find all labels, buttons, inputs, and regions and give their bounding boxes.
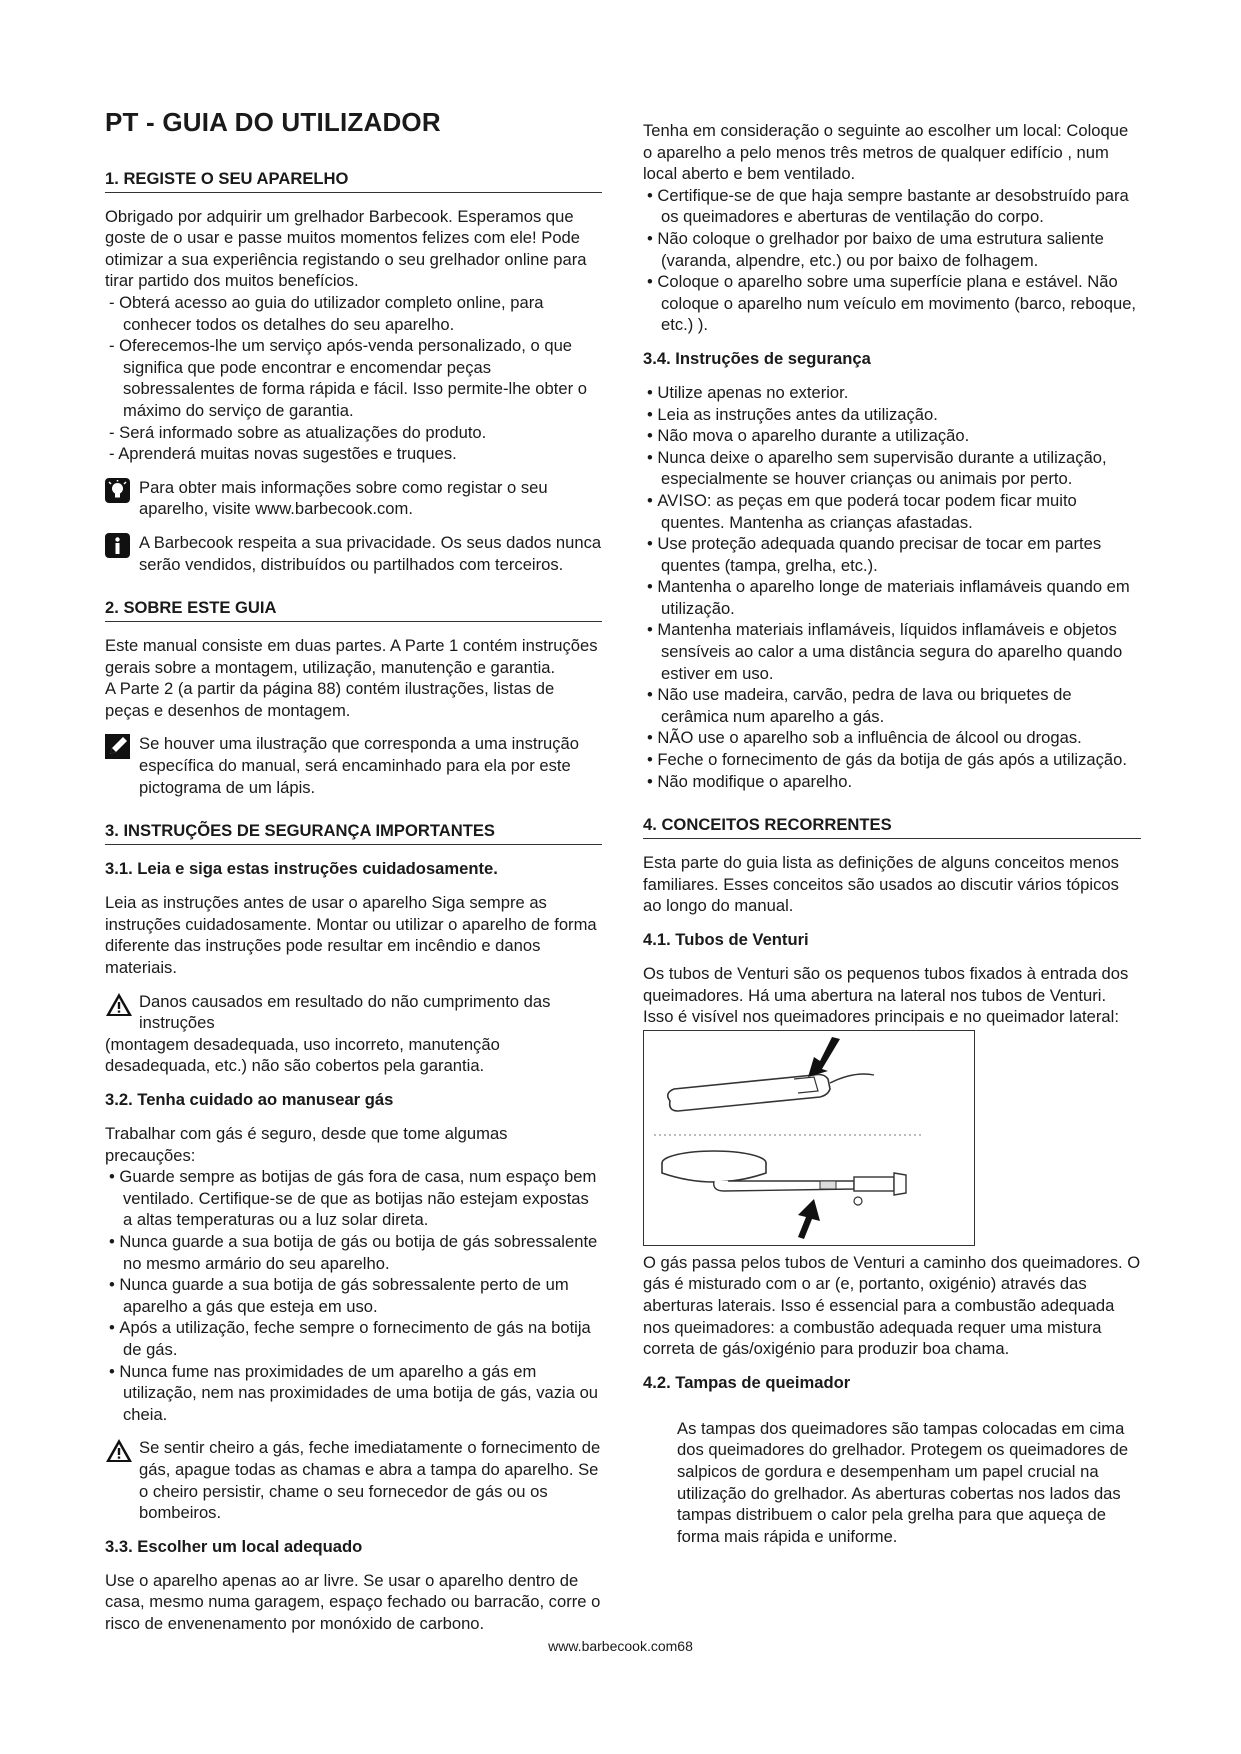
section-4-2-heading: 4.2. Tampas de queimador [643, 1372, 851, 1392]
warranty-warning-text: Danos causados em resultado do não cumprimento das instruções [139, 991, 551, 1033]
section-3-3-text: Use o aparelho apenas ao ar livre. Se usar o aparelho dentro de casa, mesmo numa garagem, espaço fechado ou barracão, corre o risco de envenenamento por monóxido de carbono. [105, 1570, 601, 1633]
list-item: • Nunca fume nas proximidades de um aparelho a gás em utilização, nem nas proximidades de uma botija de gás, vazia ou cheia. [105, 1361, 602, 1426]
list-item: • Guarde sempre as botijas de gás fora de casa, num espaço bem ventilado. Certifique-se de que as botijas não estejam expostas a altas temperaturas ou a luz solar direta. [105, 1166, 602, 1231]
section-1-heading: 1. REGISTE O SEU APARELHO [105, 168, 602, 193]
list-item: • Não use madeira, carvão, pedra de lava ou briquetes de cerâmica num aparelho a gás. [643, 684, 1141, 727]
section-4-1-text-2: O gás passa pelos tubos de Venturi a caminho dos queimadores. O gás é misturado com o ar (e, portanto, oxigénio) através das aberturas laterais. Isso é essencial para a combustão adequada nos queimadores: a combustão adequada requer uma mistura correta de gás/oxigénio para produzir boa chama. [643, 1252, 1141, 1359]
list-item: • Certifique-se de que haja sempre bastante ar desobstruído para os queimadores e aberturas de ventilação do corpo. [643, 185, 1141, 228]
section-4-heading: 4. CONCEITOS RECORRENTES [643, 814, 1141, 839]
list-item: • Nunca guarde a sua botija de gás ou botija de gás sobressalente no mesmo armário do seu aparelho. [105, 1231, 602, 1274]
warranty-warning [105, 991, 602, 1034]
register-note [105, 477, 602, 520]
section-1-intro: Obrigado por adquirir um grelhador Barbecook. Esperamos que goste de o usar e passe muitos momentos felizes com ele! Pode otimizar a sua experiência registando o seu grelhador online para tirar partido dos muitos benefícios. [105, 206, 587, 291]
section-1-benefits-list [105, 292, 602, 465]
privacy-note [105, 532, 602, 575]
venturi-tubes-illustration [643, 1030, 975, 1246]
pencil-note-text: Se houver uma ilustração que corresponda a uma instrução específica do manual, será encaminhado para ela por este pictograma de um lápis. [139, 734, 579, 797]
section-3-3-text-continued: Tenha em consideração o seguinte ao escolher um local: Coloque o aparelho a pelo menos três metros de qualquer edifício , num local aberto e bem ventilado. [643, 121, 1129, 184]
page-footer: www.barbecook.com68 [548, 1638, 693, 1654]
gas-smell-warning-text: Se sentir cheiro a gás, feche imediatamente o fornecimento de gás, apague todas as chamas e abra a tampa do aparelho. Se o cheiro persistir, chame o seu fornecedor de gás ou os bombeiros. [139, 1438, 601, 1523]
privacy-note-text: A Barbecook respeita a sua privacidade. Os seus dados nunca serão vendidos, distribuídos ou partilhados com terceiros. [139, 532, 602, 574]
left-column [105, 107, 602, 1634]
safety-instructions-list [643, 382, 1141, 792]
section-3-1-heading: 3.1. Leia e siga estas instruções cuidadosamente. [105, 859, 498, 879]
list-item: • Utilize apenas no exterior. [643, 382, 1141, 404]
section-4-1-heading: 4.1. Tubos de Venturi [643, 930, 809, 949]
section-3-1-text: Leia as instruções antes de usar o aparelho Siga sempre as instruções cuidadosamente. Montar ou utilizar o aparelho de forma diferente das instruções pode resultar em incêndio e danos materiais. [105, 893, 597, 978]
section-4-2-text: As tampas dos queimadores são tampas colocadas em cima dos queimadores do grelhador. Protegem os queimadores de salpicos de gordura e desempenham um papel crucial na utilização do grelhador. As aberturas cobertas nos lados das tampas distribuem o calor pela grelha para que aqueça de forma mais rápida e uniforme. [677, 1418, 1129, 1546]
list-item: • Nunca deixe o aparelho sem supervisão durante a utilização, especialmente se houver crianças ou animais por perto. [643, 447, 1141, 490]
list-item: • Mantenha materiais inflamáveis, líquidos inflamáveis e objetos sensíveis ao calor a uma distância segura do aparelho quando estiver em uso. [643, 619, 1141, 684]
list-item: • Não modifique o aparelho. [643, 771, 1141, 793]
list-item: • Feche o fornecimento de gás da botija de gás após a utilização. [643, 749, 1141, 771]
page-title: PT - GUIA DO UTILIZADOR [105, 107, 441, 137]
warranty-warning-continued: (montagem desadequada, uso incorreto, manutenção desadequada, etc.) não são cobertos pela garantia. [105, 1034, 500, 1076]
list-item: - Aprenderá muitas novas sugestões e truques. [105, 443, 602, 465]
pencil-icon [105, 734, 133, 764]
list-item: • Nunca guarde a sua botija de gás sobressalente perto de um aparelho a gás que esteja em uso. [105, 1274, 602, 1317]
list-item: • Não coloque o grelhador por baixo de uma estrutura saliente (varanda, alpendre, etc.) ou por baixo de folhagem. [643, 228, 1141, 271]
list-item: • Use proteção adequada quando precisar de tocar em partes quentes (tampa, grelha, etc.). [643, 533, 1141, 576]
warning-icon [105, 1438, 133, 1468]
list-item: • Após a utilização, feche sempre o fornecimento de gás na botija de gás. [105, 1317, 602, 1360]
section-3-2-heading: 3.2. Tenha cuidado ao manusear gás [105, 1090, 394, 1109]
list-item: - Oferecemos-lhe um serviço após-venda personalizado, o que significa que pode encontrar e encomendar peças sobressalentes de forma rápida e fácil. Isso permite-lhe obter o máximo do serviço de garantia. [105, 335, 602, 421]
right-column [643, 120, 1141, 1547]
gas-precautions-list [105, 1166, 602, 1425]
register-note-text: Para obter mais informações sobre como registar o seu aparelho, visite www.barbecook.com. [139, 477, 548, 519]
list-item: • Não mova o aparelho durante a utilização. [643, 425, 1141, 447]
list-item: - Obterá acesso ao guia do utilizador completo online, para conhecer todos os detalhes do seu aparelho. [105, 292, 602, 335]
warning-icon [105, 992, 133, 1022]
location-list [643, 185, 1141, 336]
section-2-paragraph-2: A Parte 2 (a partir da página 88) contém ilustrações, listas de peças e desenhos de montagem. [105, 679, 555, 720]
info-icon [105, 533, 133, 563]
section-2-heading: 2. SOBRE ESTE GUIA [105, 597, 602, 622]
list-item: • Leia as instruções antes da utilização. [643, 404, 1141, 426]
section-2-paragraph-1: Este manual consiste em duas partes. A Parte 1 contém instruções gerais sobre a montagem, utilização, manutenção e garantia. [105, 636, 598, 677]
section-4-intro: Esta parte do guia lista as definições de alguns conceitos menos familiares. Esses conceitos são usados ao discutir vários tópicos ao longo do manual. [643, 853, 1119, 916]
section-3-4-heading: 3.4. Instruções de segurança [643, 348, 871, 368]
section-3-3-heading: 3.3. Escolher um local adequado [105, 1536, 363, 1556]
gas-smell-warning [105, 1437, 602, 1523]
list-item: • Coloque o aparelho sobre uma superfície plana e estável. Não coloque o aparelho num veículo em movimento (barco, reboque, etc.) ). [643, 271, 1141, 336]
list-item: • NÃO use o aparelho sob a influência de álcool ou drogas. [643, 727, 1141, 749]
list-item: • Mantenha o aparelho longe de materiais inflamáveis quando em utilização. [643, 576, 1141, 619]
section-3-heading: 3. INSTRUÇÕES DE SEGURANÇA IMPORTANTES [105, 820, 602, 845]
list-item: • AVISO: as peças em que poderá tocar podem ficar muito quentes. Mantenha as crianças afastadas. [643, 490, 1141, 533]
section-4-2-block [643, 1406, 1141, 1548]
lightbulb-icon [105, 478, 133, 508]
list-item: - Será informado sobre as atualizações do produto. [105, 422, 602, 444]
pencil-note [105, 733, 602, 798]
section-4-1-text: Os tubos de Venturi são os pequenos tubos fixados à entrada dos queimadores. Há uma abertura na lateral nos tubos de Venturi. Isso é visível nos queimadores principais e no queimador lateral: [643, 964, 1129, 1027]
section-3-2-intro: Trabalhar com gás é seguro, desde que tome algumas precauções: [105, 1124, 508, 1165]
